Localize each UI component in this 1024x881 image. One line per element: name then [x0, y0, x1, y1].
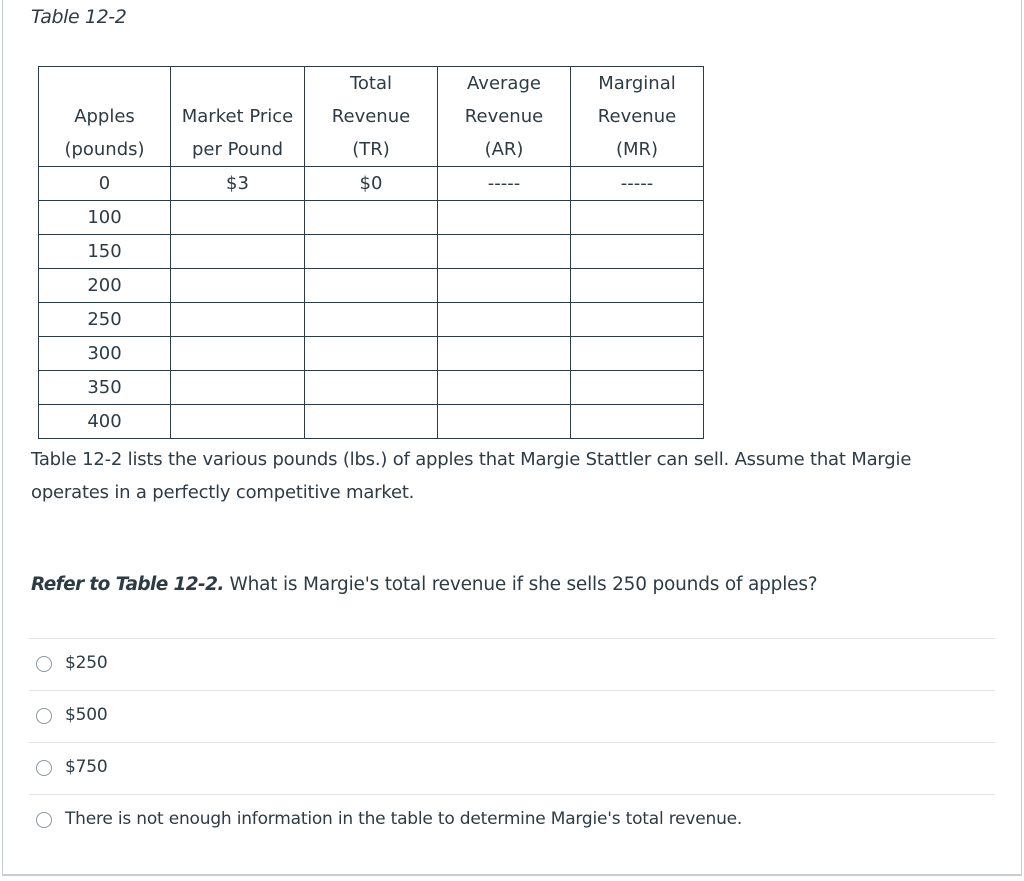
table-cell: 350 — [39, 371, 171, 405]
answer-list — [29, 638, 995, 846]
table-row — [39, 405, 704, 439]
table-row — [39, 303, 704, 337]
answer-label: $250 — [65, 653, 108, 673]
table-cell — [571, 405, 704, 439]
table-cell — [571, 303, 704, 337]
radio-button[interactable] — [36, 760, 52, 776]
table-cell — [171, 337, 305, 371]
table-cell — [571, 201, 704, 235]
header-total-revenue: Total Revenue (TR) — [305, 67, 438, 167]
table-row — [39, 269, 704, 303]
table-cell — [305, 235, 438, 269]
table-cell — [305, 337, 438, 371]
table-cell — [571, 269, 704, 303]
table-cell — [438, 201, 571, 235]
table-cell: $0 — [305, 167, 438, 201]
answer-option-250[interactable] — [29, 638, 995, 690]
table-cell — [438, 337, 571, 371]
header-average-revenue: Average Revenue (AR) — [438, 67, 571, 167]
table-cell — [171, 201, 305, 235]
table-row — [39, 167, 704, 201]
table-cell — [171, 303, 305, 337]
table-cell — [305, 269, 438, 303]
table-cell: 0 — [39, 167, 171, 201]
table-row — [39, 337, 704, 371]
table-row — [39, 371, 704, 405]
table-description: Table 12-2 lists the various pounds (lbs.) of apples that Margie Stattler can sell. Assume that Margie operates in a perfectly competitive market. — [31, 449, 912, 503]
answer-option-500[interactable] — [29, 690, 995, 742]
answer-option-750[interactable] — [29, 742, 995, 794]
table-cell: ----- — [438, 167, 571, 201]
radio-button[interactable] — [36, 656, 52, 672]
table-title: Table 12-2 — [31, 6, 127, 28]
answer-label: $500 — [65, 705, 108, 725]
table-row — [39, 235, 704, 269]
table-cell — [438, 235, 571, 269]
table-cell — [438, 269, 571, 303]
table-cell — [571, 371, 704, 405]
table-cell — [305, 405, 438, 439]
radio-button[interactable] — [36, 812, 52, 828]
table-cell: 100 — [39, 201, 171, 235]
table-cell: 400 — [39, 405, 171, 439]
table-cell: 300 — [39, 337, 171, 371]
table-cell — [171, 269, 305, 303]
radio-button[interactable] — [36, 708, 52, 724]
table-row — [39, 201, 704, 235]
table-cell — [571, 235, 704, 269]
table-cell — [438, 303, 571, 337]
table-cell — [305, 201, 438, 235]
header-market-price: Market Price per Pound — [171, 67, 305, 167]
table-cell — [305, 371, 438, 405]
table-cell: 200 — [39, 269, 171, 303]
question-text — [31, 574, 991, 595]
table-cell — [171, 405, 305, 439]
answer-label: $750 — [65, 757, 108, 777]
table-cell: 150 — [39, 235, 171, 269]
revenue-table — [38, 66, 704, 439]
question-reference: Refer to Table 12-2. — [31, 574, 224, 595]
question-body: What is Margie's total revenue if she sells 250 pounds of apples? — [223, 574, 818, 595]
table-cell — [305, 303, 438, 337]
header-apples: Apples (pounds) — [39, 67, 171, 167]
table-cell — [171, 235, 305, 269]
table-cell — [571, 337, 704, 371]
answer-option-not-enough-info[interactable] — [29, 794, 995, 846]
answer-label: There is not enough information in the table to determine Margie's total revenue. — [65, 809, 743, 829]
table-cell: ----- — [571, 167, 704, 201]
header-marginal-revenue: Marginal Revenue (MR) — [571, 67, 704, 167]
table-cell — [438, 371, 571, 405]
table-cell — [171, 371, 305, 405]
table-cell: 250 — [39, 303, 171, 337]
table-header-row — [39, 67, 704, 167]
table-cell: $3 — [171, 167, 305, 201]
table-cell — [438, 405, 571, 439]
